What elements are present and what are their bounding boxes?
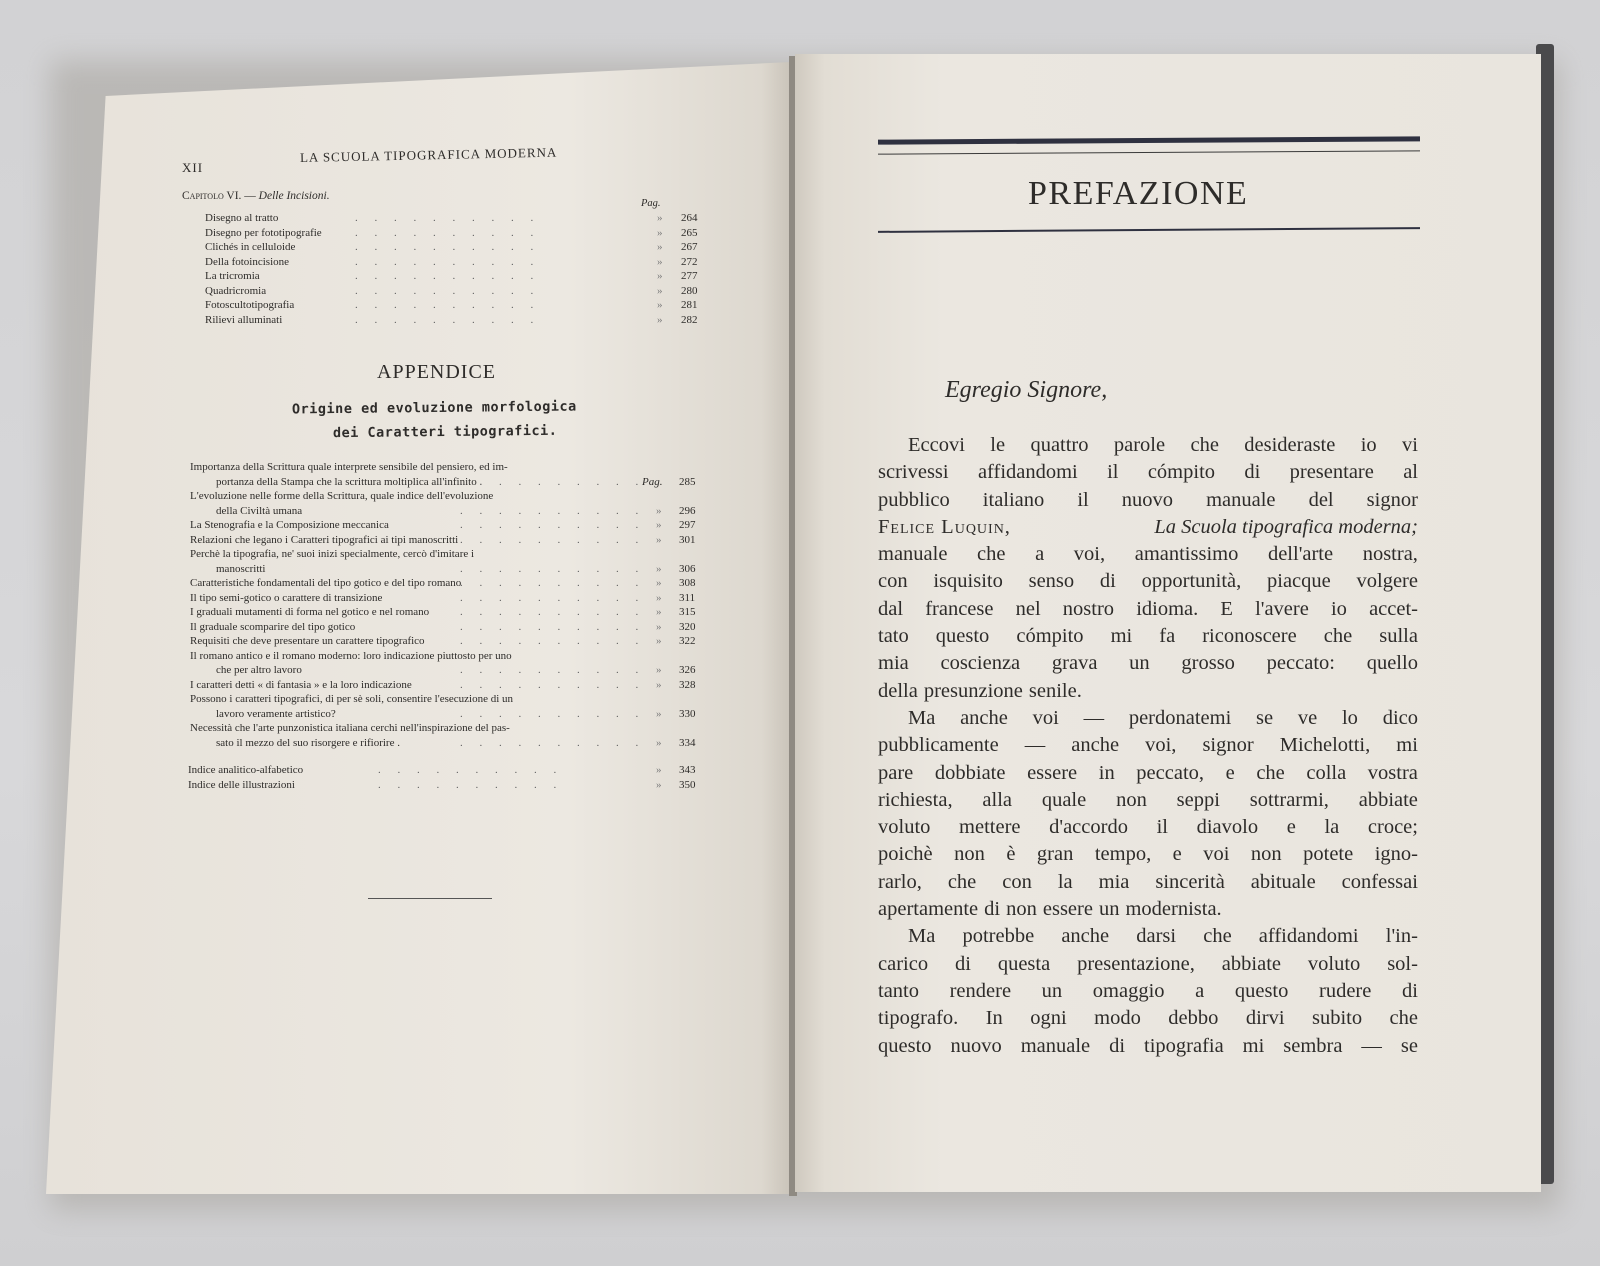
book-title: La Scuola tipografica moderna;	[1154, 515, 1418, 538]
ditto-mark: »	[656, 504, 662, 517]
ditto-mark: »	[656, 635, 662, 647]
leader-dots: . . . . . . . . . .	[460, 591, 646, 604]
ditto-mark: »	[656, 606, 662, 618]
toc-page-number: 282	[681, 313, 698, 326]
toc-entry	[190, 605, 710, 620]
toc-entry	[190, 649, 710, 664]
ditto-mark: »	[656, 533, 662, 546]
ditto-mark: »	[656, 664, 662, 676]
toc-entry	[205, 211, 705, 226]
ditto-mark: »	[657, 255, 663, 268]
toc-entry	[205, 269, 705, 284]
toc-entry-title: Quadricromia	[205, 284, 267, 297]
leader-dots: . . . . . . . . . .	[378, 778, 564, 791]
toc-entry	[190, 721, 710, 736]
toc-page-number: 320	[679, 620, 696, 633]
leader-dots: . . . . . . . . . .	[355, 255, 541, 268]
toc-entry	[190, 576, 710, 591]
toc-page-number: 267	[681, 241, 698, 253]
toc-entry	[190, 736, 710, 751]
toc-entry-title: La tricromia	[205, 270, 260, 282]
preface-line: pare dobbiate essere in peccato, e che colla vostra	[878, 761, 1418, 784]
leader-dots: . . . . . . . . . .	[460, 475, 646, 488]
leader-dots: . . . . . . . . . .	[460, 736, 646, 749]
toc-entry	[190, 591, 710, 606]
greeting: Egregio Signore,	[945, 377, 1108, 403]
toc-entry	[190, 460, 710, 475]
ditto-mark: »	[657, 241, 663, 253]
toc-entry	[188, 778, 708, 793]
toc-page-number: 311	[679, 591, 696, 604]
ditto-mark: »	[657, 226, 663, 239]
toc-entry	[190, 663, 710, 678]
ditto-mark: »	[657, 299, 663, 311]
preface-line: questo nuovo manuale di tipografia mi sembra — se	[878, 1034, 1418, 1057]
toc-entry	[190, 692, 710, 707]
preface-line: tanto rendere un omaggio a questo rudere di	[878, 979, 1418, 1002]
preface-line: carico di questa presentazione, abbiate voluto sol-	[878, 952, 1418, 975]
toc-entry-title: La Stenografia e la Composizione meccanica	[190, 519, 389, 531]
preface-line: Eccovi le quattro parole che desideraste io vi	[908, 434, 1418, 456]
leader-dots: . . . . . . . . . .	[460, 533, 646, 546]
toc-page-number: 322	[679, 635, 696, 647]
toc-entry-title: Clichés in celluloide	[205, 241, 296, 253]
toc-page-number: 296	[679, 504, 696, 517]
leader-dots: . . . . . . . . . .	[460, 664, 646, 676]
leader-dots: . . . . . . . . . .	[460, 577, 646, 589]
leader-dots: . . . . . . . . . .	[355, 226, 541, 239]
toc-entry-title: I caratteri detti « di fantasia » e la loro indicazione	[190, 678, 412, 691]
toc-page-number: 343	[679, 764, 696, 776]
page-number: XII	[182, 160, 204, 175]
leader-dots: . . . . . . . . . .	[460, 504, 646, 517]
preface-line: della presunzione senile.	[878, 679, 1082, 702]
ditto-mark: »	[656, 778, 662, 791]
pag-label: Pag.	[641, 198, 661, 209]
chapter-toc	[205, 211, 705, 327]
preface-body	[878, 432, 1418, 1060]
toc-entry-title: Indice analitico-alfabetico	[188, 764, 304, 776]
toc-entry	[205, 298, 705, 313]
chapter-title: Delle Incisioni.	[258, 190, 330, 202]
toc-entry-title: Indice delle illustrazioni	[188, 778, 295, 791]
toc-entry	[205, 226, 705, 241]
toc-page-number: 281	[681, 299, 698, 311]
toc-entry	[190, 707, 710, 722]
appendix-title: APPENDICE	[377, 361, 497, 383]
preface-line: poichè non è gran tempo, e voi non potete igno-	[878, 843, 1418, 866]
toc-entry	[190, 634, 710, 649]
toc-entry	[205, 313, 705, 328]
toc-page-number: 330	[679, 707, 696, 720]
toc-page-number: 315	[679, 606, 696, 618]
ditto-mark: »	[657, 212, 663, 224]
leader-dots: . . . . . . . . . .	[460, 606, 646, 618]
toc-page-number: 297	[679, 519, 696, 531]
preface-line: tipografo. In ogni modo debbo dirvi subito che	[878, 1007, 1418, 1030]
ditto-mark: »	[656, 764, 662, 776]
toc-page-number: 280	[681, 284, 698, 297]
toc-entry	[190, 518, 710, 533]
toc-entry-title: Importanza della Scrittura quale interprete sensibile del pensiero, ed im-	[190, 461, 508, 473]
preface-line: rarlo, che con la mia sincerità abituale confessai	[878, 870, 1418, 893]
pag-label: Pag.	[642, 475, 663, 488]
toc-entry-title: che per altro lavoro	[216, 664, 302, 676]
toc-page-number: 308	[679, 577, 696, 589]
toc-entry	[190, 678, 710, 693]
preface-line: manuale che a voi, amantissimo dell'arte nostra,	[878, 543, 1418, 566]
leader-dots: . . . . . . . . . .	[460, 620, 646, 633]
leader-dots: . . . . . . . . . .	[460, 635, 646, 647]
preface-line: dal francese nel nostro idioma. E l'avere io accet-	[878, 597, 1418, 620]
toc-entry	[205, 240, 705, 255]
toc-entry	[190, 533, 710, 548]
ditto-mark: »	[656, 678, 662, 691]
toc-page-number: 328	[679, 678, 696, 691]
running-title: LA SCUOLA TIPOGRAFICA MODERNA	[299, 144, 558, 165]
toc-entry-title: I graduali mutamenti di forma nel gotico e nel romano	[190, 606, 430, 618]
toc-entry	[205, 284, 705, 299]
toc-entry	[190, 489, 710, 504]
leader-dots: . . . . . . . . . .	[378, 764, 564, 776]
leader-dots: . . . . . . . . . .	[460, 678, 646, 691]
toc-page-number: 285	[679, 475, 696, 488]
toc-entry	[205, 255, 705, 270]
toc-page-number: 306	[679, 562, 696, 575]
preface-line: apertamente di non essere un modernista.	[878, 898, 1222, 921]
toc-page-number: 326	[679, 664, 696, 676]
leader-dots: . . . . . . . . . .	[355, 241, 541, 253]
preface-line: scrivessi affidandomi il cómpito di presentare al	[878, 461, 1418, 484]
preface-line: richiesta, alla quale non seppi sottrarmi, abbiate	[878, 788, 1418, 811]
preface-heading: PREFAZIONE	[1028, 175, 1249, 212]
chapter-heading	[182, 190, 330, 202]
toc-entry-title: Della fotoincisione	[205, 255, 290, 268]
toc-entry-title: Il tipo semi-gotico o carattere di transizione	[190, 591, 383, 604]
ditto-mark: »	[656, 562, 662, 575]
toc-entry-title: Necessità che l'arte punzonistica italiana cerchi nell'inspirazione del pas-	[190, 722, 510, 734]
toc-entry-title: portanza della Stampa che la scrittura moltiplica all'infinito .	[216, 475, 483, 488]
toc-entry-title: sato il mezzo del suo risorgere e rifiorire .	[216, 736, 400, 749]
preface-line: pubblicamente — anche voi, signor Michelotti, mi	[878, 734, 1418, 757]
ditto-mark: »	[656, 591, 662, 604]
preface-line: Ma potrebbe anche darsi che affidandomi l'in-	[908, 925, 1418, 948]
ditto-mark: »	[656, 707, 662, 720]
toc-page-number: 301	[679, 533, 696, 546]
toc-page-number: 334	[679, 736, 696, 749]
preface-line: pubblico italiano il nuovo manuale del signor	[878, 488, 1418, 511]
ditto-mark: »	[656, 736, 662, 749]
toc-entry-title: Perchè la tipografia, ne' suoi inizi specialmente, cercò d'imitare i	[190, 548, 475, 560]
toc-entry-title: Il romano antico e il romano moderno: loro indicazione piuttosto per uno	[190, 649, 512, 662]
toc-entry-title: L'evoluzione nelle forme della Scrittura, quale indice dell'evoluzione	[190, 490, 494, 502]
toc-entry-title: Disegno al tratto	[205, 212, 279, 224]
toc-entry-title: Disegno per fototipografie	[205, 226, 322, 239]
appendix-toc	[190, 460, 710, 750]
author-name: Felice Luquin,	[878, 515, 1011, 538]
preface-line: voluto mettere d'accordo il diavolo e la croce;	[878, 816, 1418, 839]
leader-dots: . . . . . . . . . .	[460, 707, 646, 720]
toc-entry-title: Possono i caratteri tipografici, di per sè soli, consentire l'esecuzione di un	[190, 693, 514, 705]
appendix-subtitle-1: Origine ed evoluzione morfologica	[291, 398, 577, 418]
ditto-mark: »	[656, 577, 662, 589]
toc-entry-title: Rilievi alluminati	[205, 313, 283, 326]
leader-dots: . . . . . . . . . .	[355, 270, 541, 282]
toc-entry-title: Il graduale scomparire del tipo gotico	[190, 620, 356, 633]
toc-entry-title: manoscritti	[216, 562, 266, 575]
toc-entry-title: Caratteristiche fondamentali del tipo gotico e del tipo romano	[190, 577, 462, 589]
leader-dots: . . . . . . . . . .	[355, 284, 541, 297]
toc-entry	[190, 562, 710, 577]
ditto-mark: »	[657, 270, 663, 282]
toc-entry-title: della Civiltà umana	[216, 504, 303, 517]
toc-page-number: 265	[681, 226, 698, 239]
preface-line: con isquisito senso di opportunità, piacque volgere	[878, 570, 1418, 593]
toc-entry-title: lavoro veramente artistico?	[216, 707, 336, 720]
ditto-mark: »	[657, 313, 663, 326]
toc-entry	[190, 475, 710, 490]
toc-entry-title: Requisiti che deve presentare un carattere tipografico	[190, 635, 425, 647]
chapter-label: Capitolo VI. —	[182, 190, 256, 202]
toc-page-number: 272	[681, 255, 698, 268]
end-rule	[368, 898, 492, 899]
preface-line: tato questo cómpito mi fa riconoscere che sulla	[878, 625, 1418, 648]
ditto-mark: »	[657, 284, 663, 297]
toc-entry-title: Relazioni che legano i Caratteri tipografici ai tipi manoscritti	[190, 533, 459, 546]
toc-entry	[190, 620, 710, 635]
toc-page-number: 277	[681, 270, 698, 282]
ditto-mark: »	[656, 620, 662, 633]
preface-line	[878, 514, 1418, 541]
toc-entry-title: Fotoscultotipografia	[205, 299, 295, 311]
toc-page-number: 350	[679, 778, 696, 791]
toc-entry	[188, 763, 708, 778]
toc-entry	[190, 504, 710, 519]
index-toc	[188, 763, 708, 792]
toc-entry	[190, 547, 710, 562]
leader-dots: . . . . . . . . . .	[460, 562, 646, 575]
preface-line: mia coscienza grava un grosso peccato: quello	[878, 652, 1418, 675]
leader-dots: . . . . . . . . . .	[460, 519, 646, 531]
preface-line: Ma anche voi — perdonatemi se ve lo dico	[908, 706, 1418, 729]
leader-dots: . . . . . . . . . .	[355, 313, 541, 326]
appendix-subtitle-2: dei Caratteri tipografici.	[332, 422, 558, 442]
leader-dots: . . . . . . . . . .	[355, 212, 541, 224]
leader-dots: . . . . . . . . . .	[355, 299, 541, 311]
toc-page-number: 264	[681, 212, 698, 224]
ditto-mark: »	[656, 519, 662, 531]
